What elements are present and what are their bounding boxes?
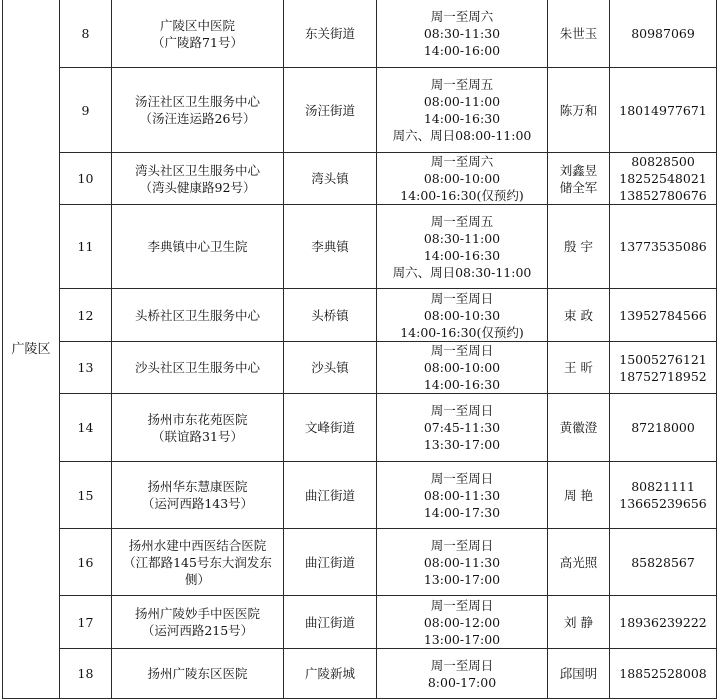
phone-cell: 18014977671 — [610, 68, 717, 153]
contact-cell: 王 昕 — [548, 342, 610, 394]
facility-name: 广陵区中医院 （广陵路71号） — [112, 0, 284, 68]
phone-cell: 13773535086 — [610, 205, 717, 289]
phone-cell: 80987069 — [610, 0, 717, 68]
row-number: 8 — [60, 0, 112, 68]
phone-cell: 13952784566 — [610, 289, 717, 342]
street-cell: 广陵新城 — [284, 649, 377, 699]
contact-cell: 刘 静 — [548, 596, 610, 649]
street-cell: 东关街道 — [284, 0, 377, 68]
hours-cell: 周一至周五 08:00-11:00 14:00-16:30 周六、周日08:00-11:00 — [377, 68, 548, 153]
contact-cell: 陈万和 — [548, 68, 610, 153]
street-cell: 湾头镇 — [284, 153, 377, 205]
table-row — [3, 205, 717, 289]
facility-name: 沙头社区卫生服务中心 — [112, 342, 284, 394]
hours-cell: 周一至周日 08:00-12:00 13:00-17:00 — [377, 596, 548, 649]
table-row — [3, 0, 717, 68]
facility-name: 扬州市东花苑医院 （联谊路31号） — [112, 394, 284, 462]
row-number: 16 — [60, 529, 112, 596]
row-number: 15 — [60, 462, 112, 529]
hours-cell: 周一至周五 08:30-11:00 14:00-16:30 周六、周日08:30-11:00 — [377, 205, 548, 289]
phone-cell: 18852528008 — [610, 649, 717, 699]
phone-cell: 80828500 18252548021 13852780676 — [610, 153, 717, 205]
table-row — [3, 342, 717, 394]
table-row — [3, 289, 717, 342]
facility-name: 扬州广陵东区医院 — [112, 649, 284, 699]
hours-cell: 周一至周日 08:00-10:30 14:00-16:30(仅预约) — [377, 289, 548, 342]
row-number: 18 — [60, 649, 112, 699]
row-number: 10 — [60, 153, 112, 205]
table-row — [3, 596, 717, 649]
hours-cell: 周一至周六 08:30-11:30 14:00-16:00 — [377, 0, 548, 68]
street-cell: 曲江街道 — [284, 596, 377, 649]
facility-name: 李典镇中心卫生院 — [112, 205, 284, 289]
street-cell: 李典镇 — [284, 205, 377, 289]
facility-name: 汤汪社区卫生服务中心 （汤汪连运路26号） — [112, 68, 284, 153]
street-cell: 头桥镇 — [284, 289, 377, 342]
hours-cell: 周一至周日 8:00-17:00 — [377, 649, 548, 699]
facility-name: 头桥社区卫生服务中心 — [112, 289, 284, 342]
table-row — [3, 153, 717, 205]
contact-cell: 刘鑫昱 储全军 — [548, 153, 610, 205]
phone-cell: 80821111 13665239656 — [610, 462, 717, 529]
contact-cell: 邱国明 — [548, 649, 610, 699]
hours-cell: 周一至周日 08:00-10:00 14:00-16:30 — [377, 342, 548, 394]
phone-cell: 15005276121 18752718952 — [610, 342, 717, 394]
hours-cell: 周一至周六 08:00-10:00 14:00-16:30(仅预约) — [377, 153, 548, 205]
street-cell: 文峰街道 — [284, 394, 377, 462]
clinic-table — [2, 0, 717, 699]
facility-name: 扬州华东慧康医院 （运河西路143号） — [112, 462, 284, 529]
hours-cell: 周一至周日 08:00-11:30 14:00-17:30 — [377, 462, 548, 529]
street-cell: 曲江街道 — [284, 462, 377, 529]
hours-cell: 周一至周日 08:00-11:30 13:00-17:00 — [377, 529, 548, 596]
table-row — [3, 462, 717, 529]
row-number: 9 — [60, 68, 112, 153]
contact-cell: 周 艳 — [548, 462, 610, 529]
street-cell: 汤汪街道 — [284, 68, 377, 153]
district-cell: 广陵区 — [3, 0, 60, 699]
facility-name: 扬州广陵妙手中医医院 （运河西路215号） — [112, 596, 284, 649]
contact-cell: 朱世玉 — [548, 0, 610, 68]
phone-cell: 18936239222 — [610, 596, 717, 649]
phone-cell: 87218000 — [610, 394, 717, 462]
row-number: 11 — [60, 205, 112, 289]
facility-name: 湾头社区卫生服务中心 （湾头健康路92号） — [112, 153, 284, 205]
table-row — [3, 649, 717, 699]
row-number: 12 — [60, 289, 112, 342]
contact-cell: 黄徽澄 — [548, 394, 610, 462]
contact-cell: 殷 宇 — [548, 205, 610, 289]
table-row — [3, 68, 717, 153]
contact-cell: 束 政 — [548, 289, 610, 342]
facility-name: 扬州水建中西医结合医院 （江都路145号东大润发东 侧） — [112, 529, 284, 596]
row-number: 17 — [60, 596, 112, 649]
street-cell: 曲江街道 — [284, 529, 377, 596]
row-number: 13 — [60, 342, 112, 394]
table-row — [3, 529, 717, 596]
contact-cell: 高光照 — [548, 529, 610, 596]
row-number: 14 — [60, 394, 112, 462]
table-row — [3, 394, 717, 462]
hours-cell: 周一至周日 07:45-11:30 13:30-17:00 — [377, 394, 548, 462]
street-cell: 沙头镇 — [284, 342, 377, 394]
phone-cell: 85828567 — [610, 529, 717, 596]
